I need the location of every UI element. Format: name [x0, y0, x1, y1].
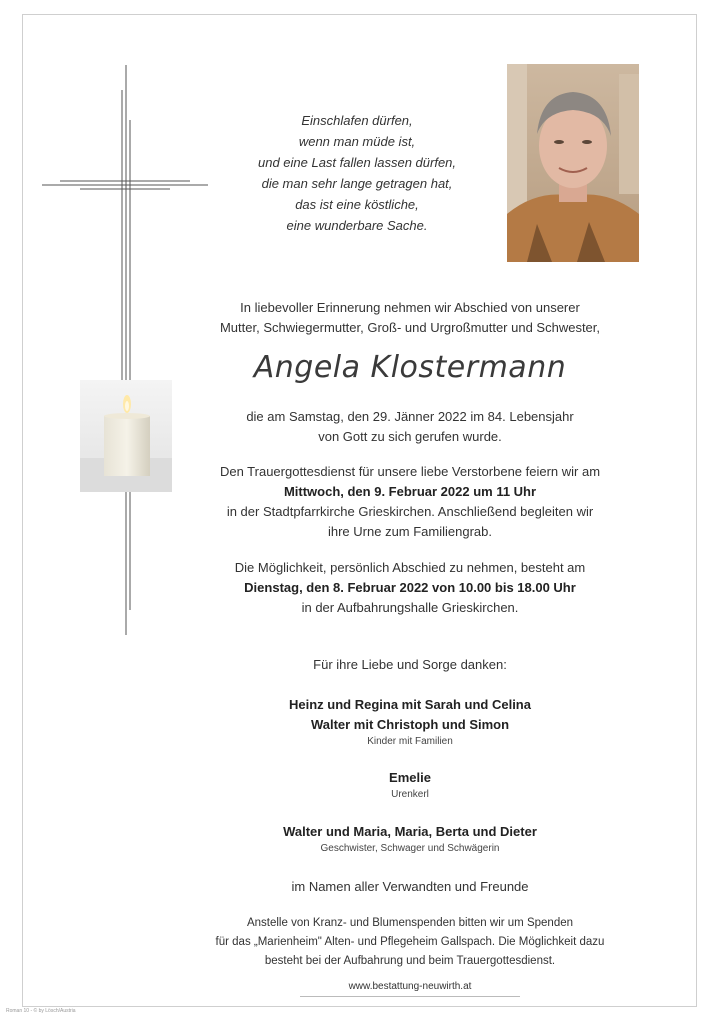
deceased-name: Angela Klostermann [253, 350, 567, 385]
relatives-text: im Namen aller Verwandten und Freunde [291, 879, 529, 894]
viewing-date: Dienstag, den 8. Februar 2022 von 10.00 bis 18.00 Uhr [244, 580, 576, 595]
intro-line: In liebevoller Erinnerung nehmen wir Abschied von unserer [240, 300, 580, 315]
portrait-photo [507, 64, 639, 262]
thanks-line: Für ihre Liebe und Sorge danken: [313, 657, 507, 672]
candle-image [80, 380, 172, 492]
poem-line: eine wunderbare Sache. [286, 218, 428, 233]
donation-notice [180, 914, 640, 971]
mourner-relation: Urenkerl [391, 789, 429, 800]
donation-line: besteht bei der Aufbahrung und beim Trauergottesdienst. [264, 955, 556, 967]
death-notice [180, 407, 640, 447]
mourner-relation: Kinder mit Familien [367, 736, 453, 747]
poem-line: und eine Last fallen lassen dürfen, [257, 155, 457, 170]
mourner-relation: Geschwister, Schwager und Schwägerin [320, 843, 500, 854]
intro-text [180, 298, 640, 338]
viewing-line: Die Möglichkeit, persönlich Abschied zu nehmen, besteht am [234, 560, 586, 575]
thanks-heading [180, 655, 640, 675]
death-line: die am Samstag, den 29. Jänner 2022 im 84. Lebensjahr [246, 409, 574, 424]
mourner-group-great-grandchild [180, 768, 640, 802]
relatives-line [180, 877, 640, 897]
viewing-line: in der Aufbahrungshalle Grieskirchen. [301, 600, 519, 615]
viewing-info [180, 558, 640, 618]
copyright-note: Roman 10 - © by Lösch/Austria [6, 1008, 76, 1014]
mourner-names: Emelie [389, 770, 431, 785]
mourner-group-children [180, 695, 640, 749]
poem-line: die man sehr lange getragen hat, [261, 176, 453, 191]
website-link[interactable]: www.bestattung-neuwirth.at [348, 981, 472, 992]
mourner-group-siblings [180, 822, 640, 856]
intro-line: Mutter, Schwiegermutter, Groß- und Urgroßmutter und Schwester, [219, 320, 601, 335]
donation-line: für das „Marienheim" Alten- und Pflegeheim Gallspach. Die Möglichkeit dazu [215, 936, 605, 948]
funeral-line: Den Trauergottesdienst für unsere liebe Verstorbene feiern wir am [219, 464, 601, 479]
funeral-line: in der Stadtpfarrkirche Grieskirchen. Anschließend begleiten wir [226, 504, 594, 519]
poem-line: Einschlafen dürfen, [301, 113, 413, 128]
donation-line: Anstelle von Kranz- und Blumenspenden bitten wir um Spenden [246, 917, 574, 929]
mourner-names: Walter mit Christoph und Simon [310, 717, 510, 732]
poem-line: das ist eine köstliche, [295, 197, 419, 212]
death-line: von Gott zu sich gerufen wurde. [318, 429, 502, 444]
footer-divider [300, 996, 520, 997]
poem-line: wenn man müde ist, [298, 134, 416, 149]
funeral-date: Mittwoch, den 9. Februar 2022 um 11 Uhr [283, 484, 537, 499]
poem [222, 110, 492, 236]
funeral-line: ihre Urne zum Familiengrab. [327, 524, 492, 539]
mourner-names: Heinz und Regina mit Sarah und Celina [289, 697, 531, 712]
mourner-names: Walter und Maria, Maria, Berta und Dieter [283, 824, 537, 839]
funeral-info [180, 462, 640, 542]
